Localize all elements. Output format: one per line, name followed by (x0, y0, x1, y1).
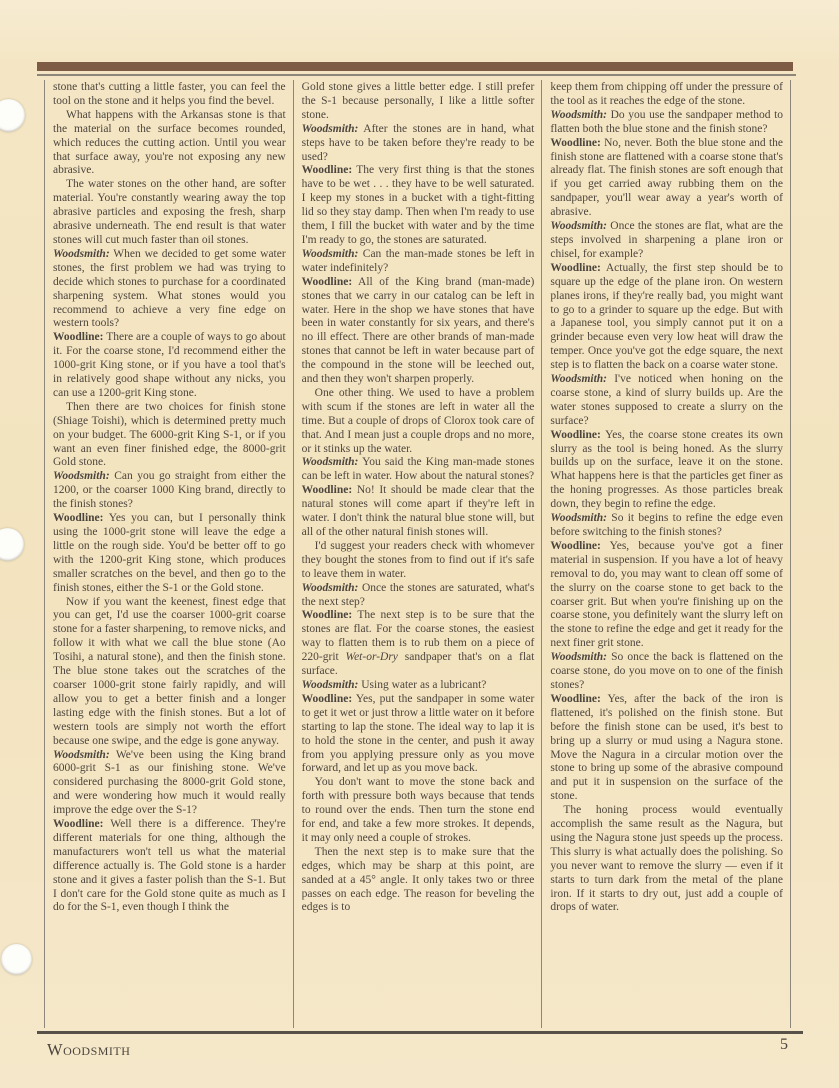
paragraph: Woodline: There are a couple of ways to go about it. For the coarse stone, I'd recommend either the 1000-grit King stone, or if you have a tool that's in relatively good shape without any nicks, you can use a 1200-grit King stone. (53, 331, 286, 399)
paragraph: Then the next step is to make sure that the edges, which may be sharp at this point, are sanded at a 45° angle. It only takes two or three passes on each edge. The reason for beveling the edges is to (301, 845, 535, 914)
paragraph: Woodsmith: Can the man-made stones be left in water indefinitely? (301, 247, 535, 274)
speaker-label: Woodline: (550, 539, 601, 552)
speaker-label: Woodline: (53, 818, 104, 831)
paragraph: Woodsmith: Once the stones are flat, what are the steps involved in sharpening a plane iron or chisel, for example? (550, 220, 784, 260)
paragraph: Then there are two choices for finish stone (Shiage Toishi), which is determined pretty much on your budget. The 6000-grit King S-1, or if you want an even finer finished edge, the 8000-grit Gold stone. (53, 400, 286, 469)
paragraph: Woodline: Yes, after the back of the iron is flattened, it's polished on the finish stone. But before the finish stone can be used, it's best to bring up a slurry or mud using a Nagura stone. Move the Nagura in a circular motion over the stone to bring up some of the abrasive compound and put it in suspension on the surface of the stone. (550, 692, 784, 803)
speaker-label: Woodsmith: (301, 456, 359, 469)
speaker-label: Woodsmith: (301, 581, 359, 594)
speaker-label: Woodsmith: (550, 373, 608, 386)
speaker-label: Woodline: (550, 692, 601, 705)
paragraph: Woodline: Yes, put the sandpaper in some water to get it wet or just throw a little water on it before starting to lap the stone. The ideal way to lap it is to hold the stone in the center, and push it away from you applying pressure only as you move forward, and let up as you move back. (301, 692, 535, 775)
page-number: 5 (780, 1036, 788, 1053)
paragraph: Woodline: All of the King brand (man-made) stones that we carry in our catalog can be left in water. Here in the shop we have stones that have been in water constantly for six years, and there's no ill effect. There are other brands of man-made stones that cannot be left in water because part of the compound in the stone will be leeched out, and then they won't sharpen properly. (301, 275, 535, 386)
paragraph: Gold stone gives a little better edge. I still prefer the S-1 because personally, I like a little softer stone. (301, 81, 535, 121)
header-rule-bar (37, 62, 793, 71)
paragraph: Woodsmith: When we decided to get some water stones, the first problem we had was trying to decide which stones to purchase for a coordinated sharpening system. What stones would you recommend to achieve a very fine edge on western tools? (53, 247, 286, 330)
speaker-label: Woodsmith: (53, 247, 110, 260)
hole-punch (1, 944, 32, 975)
paragraph: Woodline: The very first thing is that the stones have to be wet . . . they have to be well saturated. I keep my stones in a bucket with a tight-fitting lid so they stay damp. Then when I'm ready to use them, I fill the bucket with water and by the time I'm ready to go, the stones are saturated. (301, 164, 535, 246)
speaker-label: Woodline: (550, 261, 601, 274)
article-columns (44, 80, 791, 1028)
speaker-label: Woodsmith: (53, 470, 110, 483)
article-column-1 (44, 80, 293, 1028)
paragraph: You don't want to move the stone back and forth with pressure both ways because that tends to round over the ends. Then turn the stone end for end, and take a few more strokes. It depends, it may only need a couple of strokes. (301, 776, 535, 844)
speaker-label: Woodsmith: (301, 247, 359, 260)
header-rule-line (37, 74, 796, 76)
speaker-label: Woodline: (53, 331, 104, 344)
speaker-label: Woodsmith: (301, 122, 359, 135)
paragraph: Woodsmith: You said the King man-made stones can be left in water. How about the natural stones? (301, 456, 535, 483)
speaker-label: Woodline: (301, 164, 353, 177)
article-column-2 (293, 80, 542, 1028)
paragraph: Woodline: No, never. Both the blue stone and the finish stone are flattened with a coarse stone that's already flat. The finish stones are soft enough that if you get carried away rubbing them on the sandpaper, you'll wear away a year's worth of abrasive. (550, 136, 784, 219)
paragraph: The honing process would eventually accomplish the same result as the Nagura, but using the Nagura stone just speeds up the process. This slurry is what actually does the polishing. So you never want to remove the slurry — even if it starts to turn dark from the metal of the plane iron. If it starts to dry out, just add a couple of drops of water. (550, 804, 784, 914)
paragraph: Woodline: Yes, because you've got a finer material in suspension. If you have a lot of heavy removal to do, you may want to clean off some of the slurry on the coarse stone to get back to the coarser grit. But when you're finishing up on the coarse stone, you definitely want the slurry left on the stone to refine the edge and get it ready for the next finer grit stone. (550, 539, 784, 650)
paragraph: keep them from chipping off under the pressure of the tool as it reaches the edge of the stone. (550, 81, 784, 107)
paragraph: One other thing. We used to have a problem with scum if the stones are left in water all the time. But a couple of drops of Clorox took care of that. And I mean just a couple drops and no more, or it stinks up the water. (301, 386, 535, 455)
paragraph: Woodline: Actually, the first step should be to square up the edge of the plane iron. On western planes irons, if they're really bad, you might want to go to a grinder to square up the edge. But with a Japanese tool, you simply cannot put it on a grinder because even very low heat will draw the temper. Once you've got the edge square, the next step is to flatten the back on a coarse water stone. (550, 261, 784, 372)
paragraph: What happens with the Arkansas stone is that the material on the surface becomes rounded, which reduces the cutting action. Until you wear that surface away, you're not exposing any new abrasive. (53, 108, 286, 177)
speaker-label: Woodline: (53, 512, 104, 525)
paragraph: stone that's cutting a little faster, you can feel the tool on the stone and it helps you find the bevel. (53, 81, 286, 107)
speaker-label: Woodline: (301, 692, 353, 705)
speaker-label: Woodsmith: (550, 220, 608, 233)
paragraph: Woodsmith: Do you use the sandpaper method to flatten both the blue stone and the finish stone? (550, 108, 784, 135)
paragraph: Woodsmith: We've been using the King brand 6000-grit S-1 as our finishing stone. We've considered purchasing the 8000-grit Gold stone, and were wondering how much it would really improve the edge over the S-1? (53, 748, 286, 817)
paragraph: Woodsmith: After the stones are in hand, what steps have to be taken before they're ready to be used? (301, 122, 535, 163)
paragraph: Now if you want the keenest, finest edge that you can get, I'd use the coarser 1000-grit coarse stone for a faster sharpening, to remove nicks, and follow it with what we call the blue stone (Ao Tosihi, a natural stone), and then the finish stone. The blue stone takes out the scratches of the coarser 1000-grit stone fairly rapidly, and will allow you to get a better finish and a longer lasting edge with the finish stones. But a lot of western tools are simply not worth the effort because one swipe, and the edge is gone anyway. (53, 595, 286, 747)
footer-brand: Woodsmith (47, 1040, 131, 1059)
paragraph: Woodsmith: So once the back is flattened on the coarse stone, do you move on to one of the finish stones? (550, 651, 784, 691)
paragraph: Woodsmith: So it begins to refine the edge even before switching to the finish stones? (550, 512, 784, 538)
speaker-label: Woodline: (301, 609, 353, 622)
speaker-label: Woodsmith: (53, 748, 110, 761)
speaker-label: Woodline: (301, 275, 353, 288)
paragraph: Woodsmith: I've noticed when honing on the coarse stone, a kind of slurry builds up. Are the water stones supposed to create a slurry on the surface? (550, 373, 784, 427)
paragraph: The water stones on the other hand, are softer material. You're constantly wearing away the top abrasive particles and exposing the fresh, sharp abrasive underneath. The end result is that water stones will cut much faster than oil stones. (53, 178, 286, 246)
paragraph: Woodline: Yes you can, but I personally think using the 1000-grit stone will leave the edge a little on the rough side. You'd be better off to go with the 1200-grit King stone, which produces smaller scratches on the bevel, and then go to the finish stones, either the S-1 or the Gold stone. (53, 512, 286, 594)
paragraph: I'd suggest your readers check with whomever they bought the stones from to find out if it's safe to leave them in water. (301, 539, 535, 580)
hole-punch (0, 528, 24, 561)
paragraph: Woodline: The next step is to be sure that the stones are flat. For the coarse stones, the easiest way to flatten them is to rub them on a piece of 220-grit Wet-or-Dry sandpaper that's on a flat surface. (301, 609, 535, 678)
paragraph: Woodsmith: Using water as a lubricant? (301, 678, 487, 691)
speaker-label: Woodsmith: (301, 678, 359, 691)
speaker-label: Woodline: (550, 136, 601, 149)
paragraph: Woodline: Yes, the coarse stone creates its own slurry as the tool is being honed. As the slurry builds up on the surface, leave it on the stone. What happens here is that the particles get finer as the honing progresses. As those particles break down, they begin to refine the edge. (550, 428, 784, 511)
speaker-label: Woodsmith: (550, 512, 608, 525)
hole-punch (0, 99, 25, 132)
paragraph: Woodsmith: Can you go straight from either the 1200, or the coarser 1000 King brand, directly to the finish stones? (53, 470, 286, 511)
article-column-3 (541, 80, 790, 1028)
paragraph: Woodline: No! It should be made clear that the natural stones will come apart if they're left in water. I don't think the natural blue stone will, but all of the other natural finish stones will. (301, 484, 535, 538)
speaker-label: Woodsmith: (550, 651, 608, 664)
speaker-label: Woodsmith: (550, 108, 608, 121)
speaker-label: Woodline: (550, 428, 601, 441)
footer-rule (37, 1031, 803, 1034)
speaker-label: Woodline: (301, 484, 353, 497)
paragraph: Woodsmith: Once the stones are saturated, what's the next step? (301, 581, 535, 608)
paragraph: Woodline: Well there is a difference. They're different materials for one thing, although the manufacturers won't tell us what the material difference actually is. The Gold stone is a harder stone and it gives a faster polish than the S-1. But I don't care for the Gold stone quite as much as I do for the S-1, even though I think the (53, 818, 286, 914)
